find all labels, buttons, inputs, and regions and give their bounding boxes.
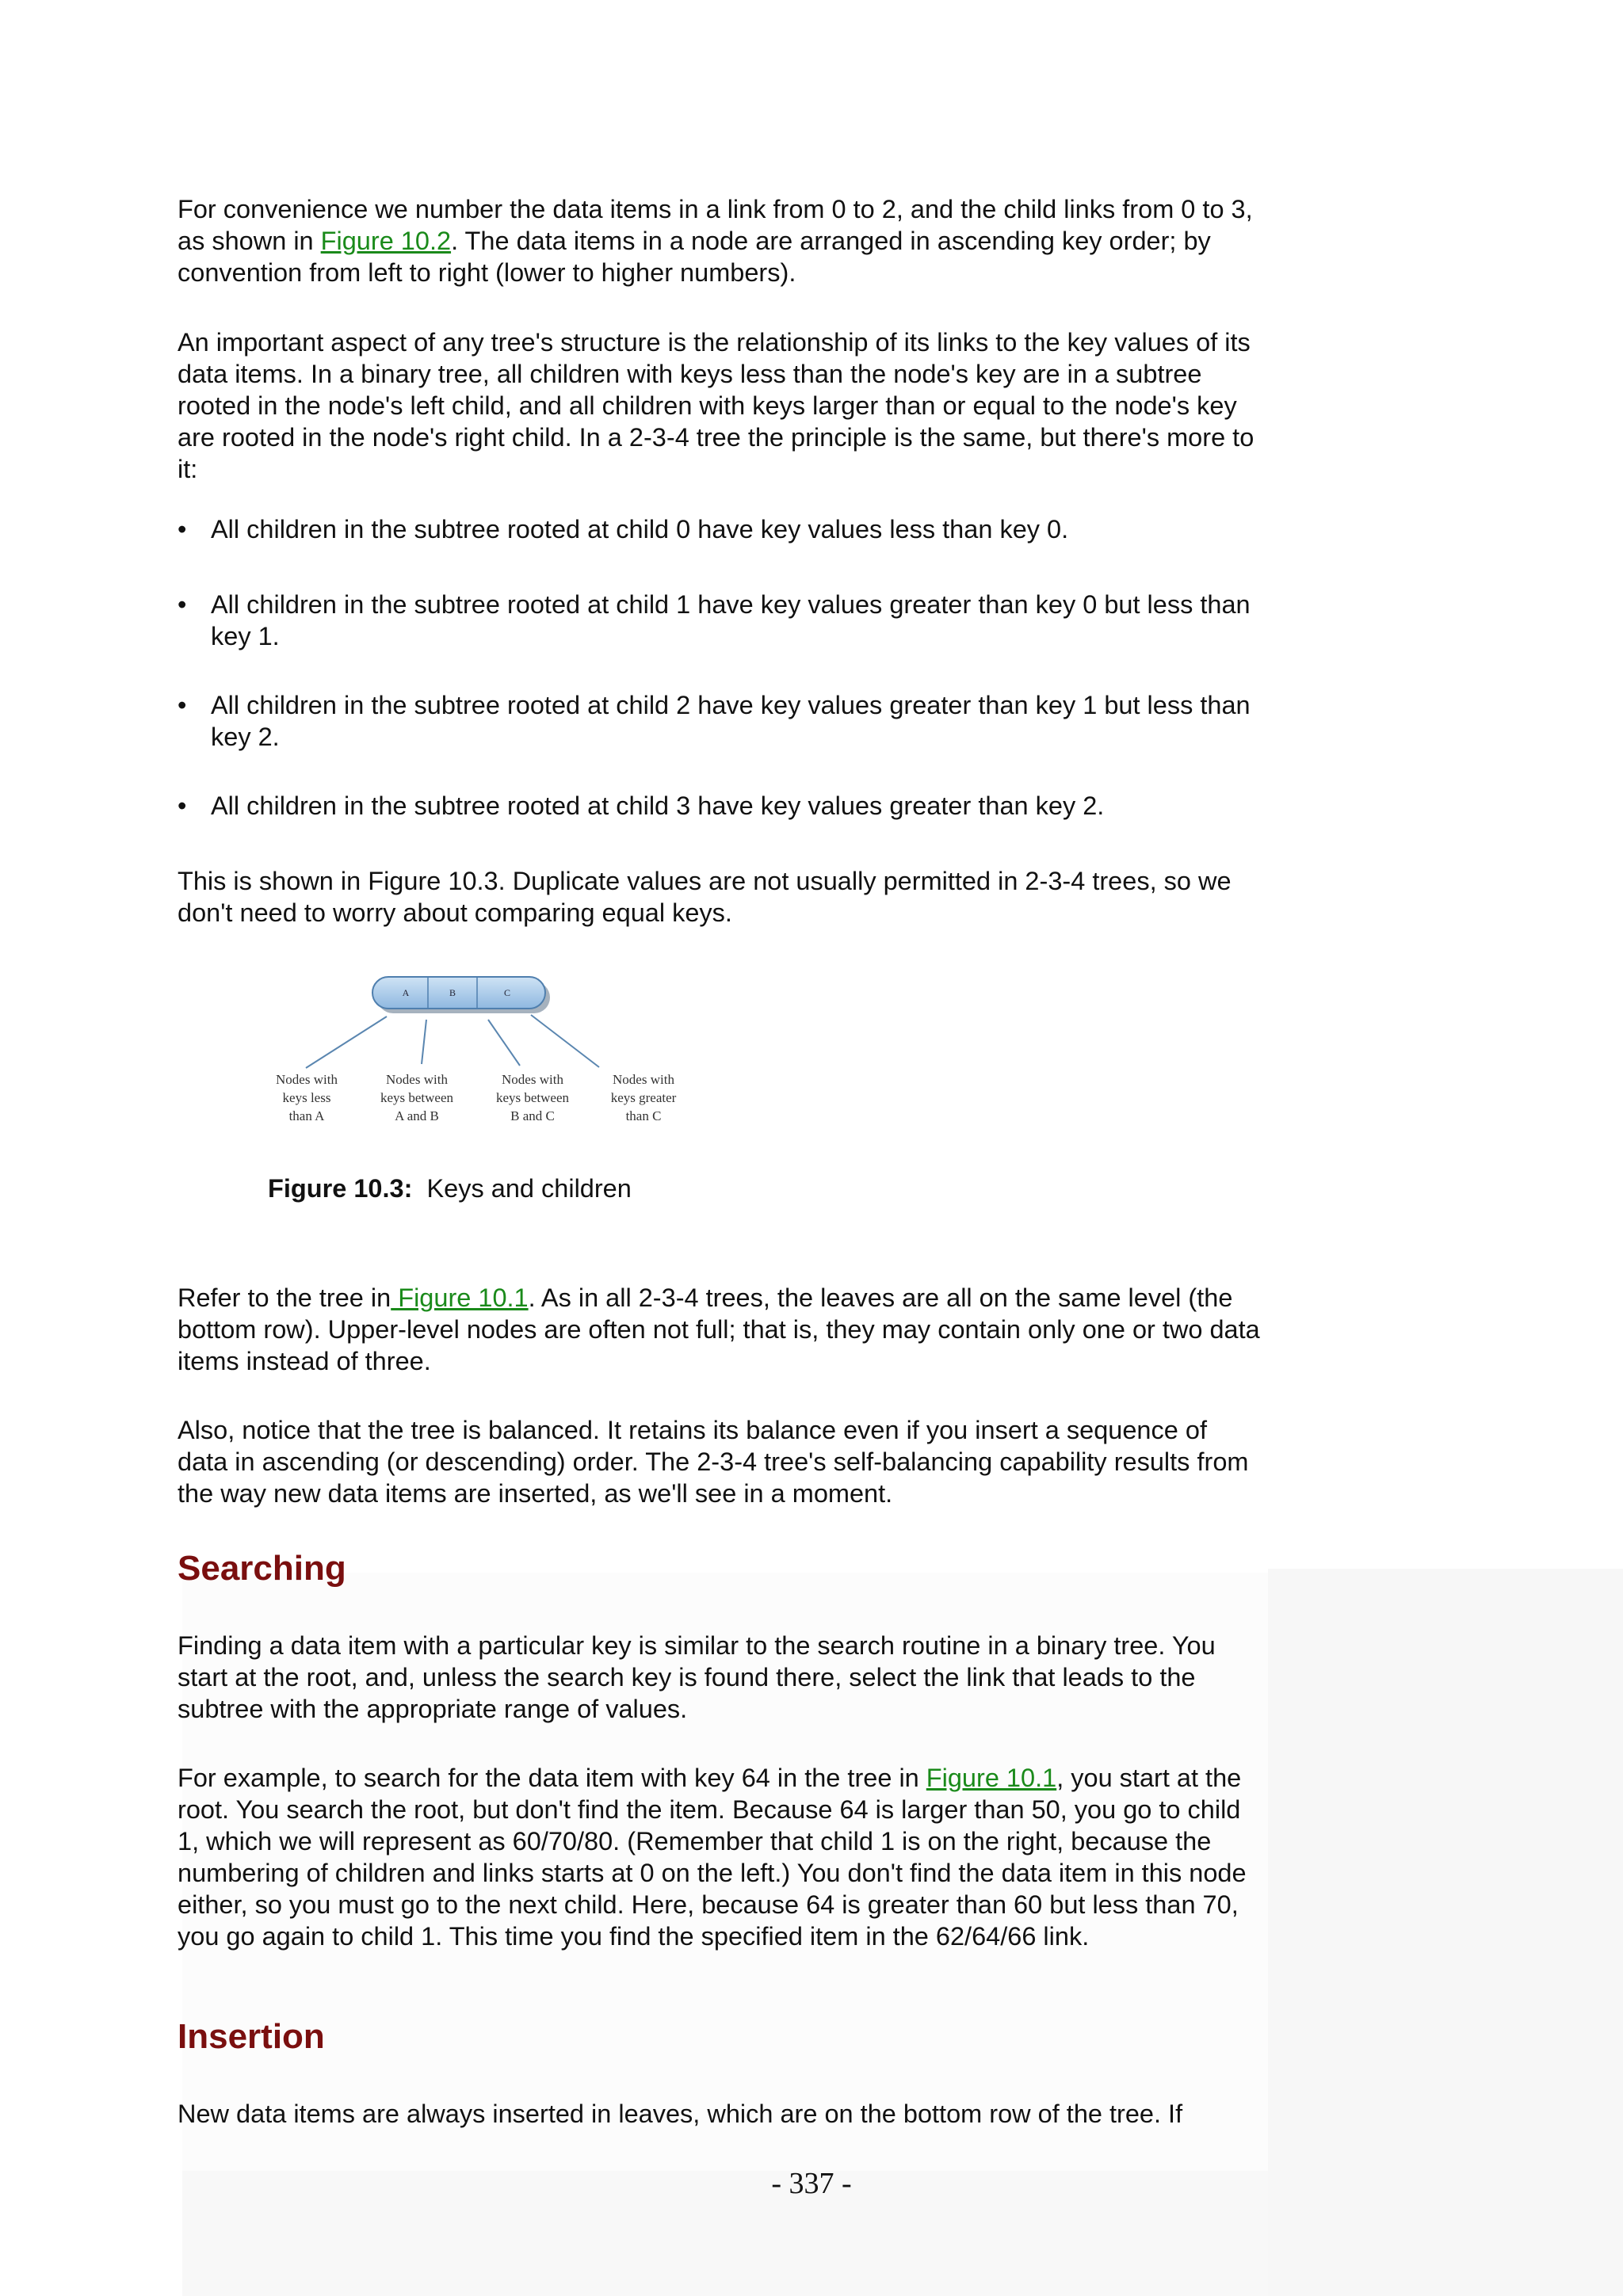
child-label: keys between <box>495 1090 570 1105</box>
bullet-dot: • <box>178 515 187 543</box>
section-heading-searching: Searching <box>178 1549 346 1588</box>
key-label: A <box>402 987 410 998</box>
child-label: Nodes with <box>613 1072 674 1087</box>
child-label: Nodes with <box>276 1072 338 1087</box>
section-heading-insertion: Insertion <box>178 2017 325 2056</box>
figure-link[interactable]: Figure 10.1 <box>926 1764 1057 1792</box>
paragraph-text: Refer to the tree in <box>178 1283 391 1312</box>
tree-node-diagram <box>262 971 697 1129</box>
paragraph-text: For convenience we number the data items in a link from 0 to 2, and the child links from 0 to 3, as shown in <box>178 195 1253 255</box>
child-link-0 <box>306 1016 387 1068</box>
list-item <box>178 513 1068 545</box>
paragraph: Finding a data item with a particular key is similar to the search routine in a binary tree. You start at the root, and, unless the search key is found there, select the link that leads to the subtree with the appropriate range of values. <box>178 1631 1216 1723</box>
paragraph: An important aspect of any tree's structure is the relationship of its links to the key values of its data items. In a binary tree, all children with keys less than the node's key are in a subtree rooted in the node's left child, and all children with keys larger than or equal to the node's key are rooted in the node's right child. In a 2-3-4 tree the principle is the same, but there's more to it: <box>178 328 1254 483</box>
paragraph <box>178 1762 1263 1952</box>
list-item <box>178 689 1263 753</box>
bullet-dot: • <box>178 590 187 619</box>
list-item-text: All children in the subtree rooted at child 0 have key values less than key 0. <box>211 515 1069 543</box>
child-label: keys greater <box>610 1090 677 1105</box>
paragraph-text: . As in all 2-3-4 trees, the leaves are all on the same level (the bottom row). Upper-level nodes are often not full; that is, they may contain only one or two data items instead of three. <box>178 1283 1260 1375</box>
child-label: Nodes with <box>386 1072 448 1087</box>
paragraph <box>178 1282 1263 1377</box>
key-label: B <box>449 987 456 998</box>
child-label: keys between <box>380 1090 454 1105</box>
figure-caption-label: Figure 10.3: <box>268 1174 413 1203</box>
paragraph <box>178 193 1263 288</box>
child-label: Nodes with <box>502 1072 563 1087</box>
paragraph: Also, notice that the tree is balanced. It retains its balance even if you insert a sequence of data in ascending (or descending) order. The 2-3-4 tree's self-balancing capability results from the way new data items are inserted, as we'll see in a moment. <box>178 1416 1249 1508</box>
list-item-text: All children in the subtree rooted at child 3 have key values greater than key 2. <box>211 791 1105 820</box>
child-label: B and C <box>510 1108 555 1123</box>
figure-link[interactable]: Figure 10.2 <box>320 227 452 255</box>
list-item-text: All children in the subtree rooted at child 2 have key values greater than key 1 but less than key 2. <box>211 691 1251 751</box>
page-number: - 337 - <box>771 2167 852 2200</box>
key-label: C <box>503 987 511 998</box>
figure-keys-and-children <box>262 971 697 1129</box>
paragraph-text: . The data items in a node are arranged in ascending key order; by convention from left to right (lower to higher numbers). <box>178 227 1211 287</box>
paragraph: This is shown in Figure 10.3. Duplicate values are not usually permitted in 2-3-4 trees, so we don't need to worry about comparing equal keys. <box>178 867 1232 927</box>
child-label: keys less <box>282 1090 331 1105</box>
figure-caption <box>268 1173 632 1204</box>
child-label: A and B <box>395 1108 439 1123</box>
bullet-dot: • <box>178 691 187 719</box>
child-label: than A <box>288 1108 325 1123</box>
child-label: than C <box>625 1108 662 1123</box>
paragraph-text: , you start at the root. You search the root, but don't find the item. Because 64 is larger than 50, you go to child 1, which we will represent as 60/70/80. (Remember that child 1 is on the right, because the numbering of children and links starts at 0 on the left.) You don't find the data item in this node either, so you must go to the next child. Here, because 64 is greater than 60 but less than 70, you go again to child 1. This time you find the specified item in the 62/64/66 link. <box>178 1764 1247 1951</box>
child-link-3 <box>531 1015 599 1067</box>
paragraph-text: For example, to search for the data item with key 64 in the tree in <box>178 1764 926 1792</box>
list-item-text: All children in the subtree rooted at child 1 have key values greater than key 0 but less than key 1. <box>211 590 1251 650</box>
tree-node <box>372 977 545 1009</box>
bullet-dot: • <box>178 791 187 820</box>
child-link-1 <box>422 1020 426 1064</box>
paragraph: New data items are always inserted in leaves, which are on the bottom row of the tree. If <box>178 2100 1183 2128</box>
figure-caption-text: Keys and children <box>426 1174 632 1203</box>
list-item <box>178 589 1263 652</box>
figure-link[interactable]: Figure 10.1 <box>391 1283 529 1312</box>
child-link-2 <box>488 1020 520 1066</box>
list-item <box>178 790 1104 822</box>
